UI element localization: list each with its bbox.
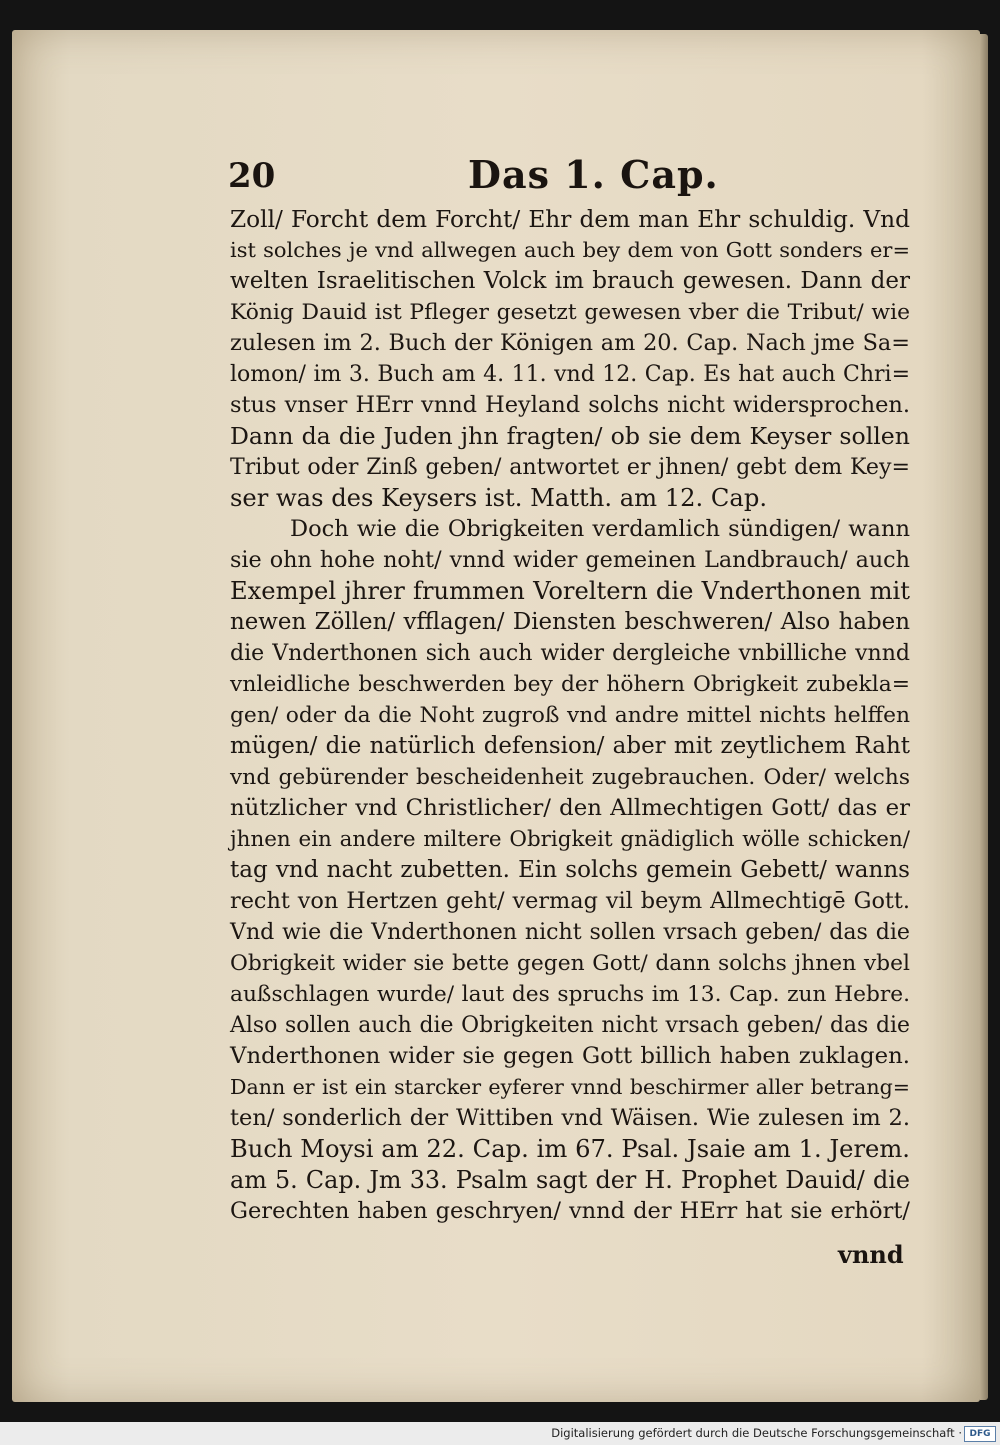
text-line: sie ohn hohe noht/ vnnd wider gemeinen Landbrauch/ auch (230, 547, 910, 573)
text-line: newen Zöllen/ vfflagen/ Diensten beschweren/ Also haben (230, 609, 910, 635)
text-line: nützlicher vnd Christlicher/ den Allmechtigen Gott/ das er (230, 795, 910, 821)
page-header (228, 152, 728, 200)
text-line: Tribut oder Zinß geben/ antwortet er jhnen/ gebt dem Key= (230, 454, 910, 480)
text-line: Doch wie die Obrigkeiten verdamlich sündigen/ wann (290, 516, 910, 542)
text-line: Buch Moysi am 22. Cap. im 67. Psal. Jsaie am 1. Jerem. (230, 1135, 910, 1163)
text-line: Exempel jhrer frummen Voreltern die Vnderthonen mit (230, 577, 910, 605)
page-edge (980, 34, 988, 1400)
text-line: mügen/ die natürlich defension/ aber mit zeytlichem Raht (230, 733, 910, 759)
text-line: Gerechten haben geschryen/ vnnd der HErr hat sie erhört/ (230, 1198, 910, 1224)
text-line: vnd gebürender bescheidenheit zugebrauchen. Oder/ welchs (230, 765, 910, 790)
text-line: ser was des Keysers ist. Matth. am 12. Cap. (230, 484, 768, 512)
text-line: lomon/ im 3. Buch am 4. 11. vnd 12. Cap. Es hat auch Chri= (230, 362, 910, 387)
text-line: Vnderthonen wider sie gegen Gott billich haben zuklagen. (230, 1043, 910, 1069)
text-line: zulesen im 2. Buch der Königen am 20. Cap. Nach jme Sa= (230, 330, 910, 356)
text-line: vnleidliche beschwerden bey der höhern Obrigkeit zubekla= (230, 672, 910, 697)
dfg-logo: DFG (964, 1426, 996, 1442)
text-line: recht von Hertzen geht/ vermag vil beym Allmechtigē Gott. (230, 888, 910, 914)
text-line: am 5. Cap. Jm 33. Psalm sagt der H. Prophet Dauid/ die (230, 1166, 910, 1194)
running-title: Das 1. Cap. (468, 152, 719, 197)
text-line: gen/ oder da die Noht zugroß vnd andre mittel nichts helffen (230, 703, 910, 728)
text-line: jhnen ein andere miltere Obrigkeit gnädiglich wölle schicken/ (230, 827, 910, 852)
text-line: die Vnderthonen sich auch wider dergleiche vnbilliche vnnd (230, 641, 910, 666)
text-line: Zoll/ Forcht dem Forcht/ Ehr dem man Ehr schuldig. Vnd (230, 206, 910, 233)
text-line: Obrigkeit wider sie bette gegen Gott/ dann solchs jhnen vbel (230, 951, 910, 976)
text-line: Dann er ist ein starcker eyferer vnnd beschirmer aller betrang= (230, 1075, 910, 1099)
text-line: Dann da die Juden jhn fragten/ ob sie dem Keyser sollen (230, 422, 910, 450)
text-line: Vnd wie die Vnderthonen nicht sollen vrsach geben/ das die (230, 919, 910, 945)
text-line: welten Israelitischen Volck im brauch gewesen. Dann der (230, 268, 910, 294)
text-line: ist solches je vnd allwegen auch bey dem von Gott sonders er= (230, 238, 910, 262)
catchword: vnnd (838, 1240, 904, 1269)
text-line: Also sollen auch die Obrigkeiten nicht vrsach geben/ das die (230, 1013, 910, 1038)
text-line: stus vnser HErr vnnd Heyland solchs nicht widersprochen. (230, 392, 910, 418)
text-line: König Dauid ist Pfleger gesetzt gewesen vber die Tribut/ wie (230, 300, 910, 325)
body-text (230, 204, 910, 1227)
text-line: ten/ sonderlich der Wittiben vnd Wäisen. Wie zulesen im 2. (230, 1105, 910, 1131)
footer-bar (0, 1422, 1000, 1445)
funding-credit: Digitalisierung gefördert durch die Deutsche Forschungsgemeinschaft · (551, 1426, 962, 1440)
text-line: außschlagen wurde/ laut des spruchs im 13. Cap. zun Hebre. (230, 982, 910, 1007)
text-line: tag vnd nacht zubetten. Ein solchs gemein Gebett/ wanns (230, 857, 910, 883)
page-number: 20 (228, 156, 276, 196)
